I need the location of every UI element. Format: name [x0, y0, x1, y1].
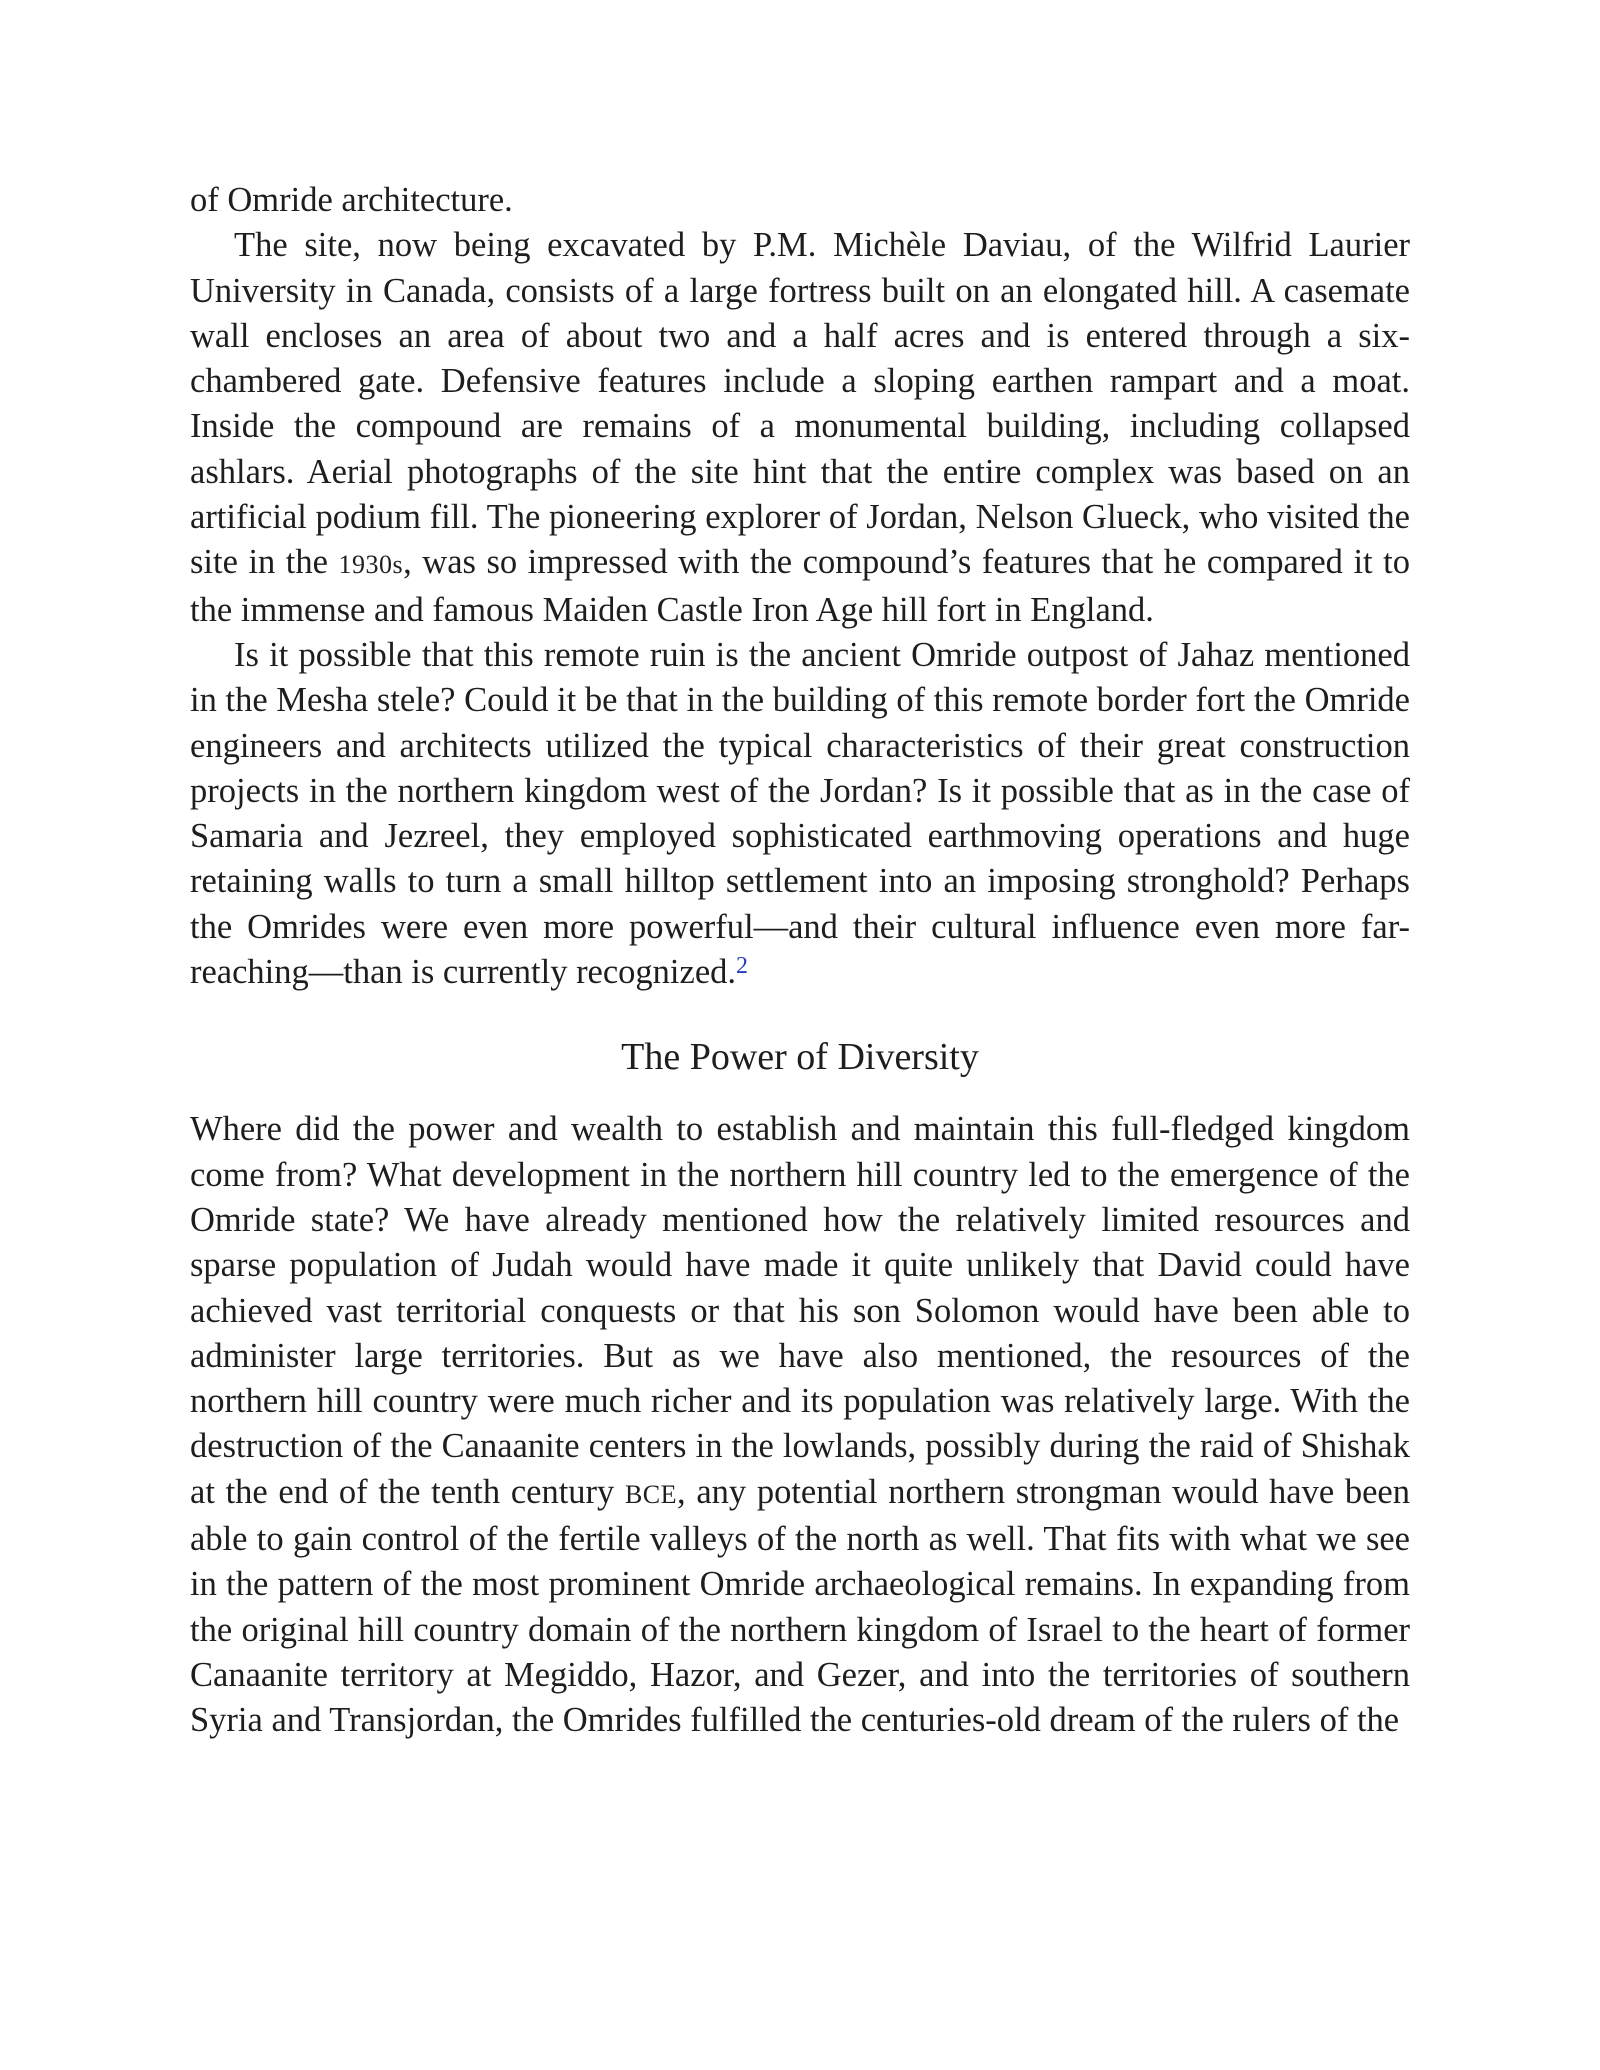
paragraph-text: Where did the power and wealth to establish and maintain this full-fledged kingdom come from? What development in the northern hill country led to the emergence of the Omride state? We have already mentioned how the relatively limited resources and sparse population of Judah would have made it quite unlikely that David could have achieved vast territorial conquests or that his son Solomon would have been able to administer large territories. But as we have also mentioned, the resources of the northern hill country were much richer and its population was relatively large. With the destruction of the Canaanite centers in the lowlands, possibly during the raid of Shishak at the end of the tenth century: [190, 1110, 1410, 1511]
paragraph-continuation: [190, 178, 1410, 223]
paragraph-text: of Omride architecture.: [190, 181, 513, 219]
section-heading: The Power of Diversity: [621, 1036, 979, 1079]
paragraph-jahaz-question: [190, 633, 1410, 995]
paragraph-text-end: , was so impressed with the compound’s features that he compared it to the immense and famous Maiden Castle Iron Age hill fort in England.: [190, 543, 1410, 629]
paragraph-text-end: , any potential northern strongman would have been able to gain control of the fertile valleys of the north as well. That fits with what we see in the pattern of the most prominent Omride archaeological remains. In expanding from the original hill country domain of the northern kingdom of Israel to the heart of former Canaanite territory at Megiddo, Hazor, and Gezer, and into the territories of southern Syria and Transjordan, the Omrides fulfilled the centuries-old dream of the rulers of the: [190, 1472, 1410, 1740]
paragraph-power-diversity: [190, 1107, 1410, 1743]
page-body: [190, 178, 1410, 1744]
paragraph-site-description: [190, 223, 1410, 633]
paragraph-text: Is it possible that this remote ruin is the ancient Omride outpost of Jahaz mentioned in the Mesha stele? Could it be that in the building of this remote border fort the Omride engineers and architects utilized the typical characteristics of their great construction projects in the northern kingdom west of the Jordan? Is it possible that as in the case of Samaria and Jezreel, they employed sophisticated earthmoving operations and huge retaining walls to turn a small hilltop settlement into an imposing stronghold? Perhaps the Omrides were even more powerful—and their cultural influence even more far-reaching—than is currently recognized.: [190, 635, 1410, 992]
paragraph-text: The site, now being excavated by P.M. Michèle Daviau, of the Wilfrid Laurier University in Canada, consists of a large fortress built on an elongated hill. A casemate wall encloses an area of about two and a half acres and is entered through a six-chambered gate. Defensive features include a sloping earthen rampart and a moat. Inside the compound are remains of a monumental building, including collapsed ashlars. Aerial photographs of the site hint that the entire complex was based on an artificial podium fill. The pioneering explorer of Jordan, Nelson Glueck, who visited the site in the: [190, 226, 1410, 582]
footnote-link[interactable]: 2: [736, 953, 749, 980]
decade-smallcaps: 1930s: [338, 550, 404, 580]
era-smallcaps: BCE: [624, 1479, 678, 1509]
